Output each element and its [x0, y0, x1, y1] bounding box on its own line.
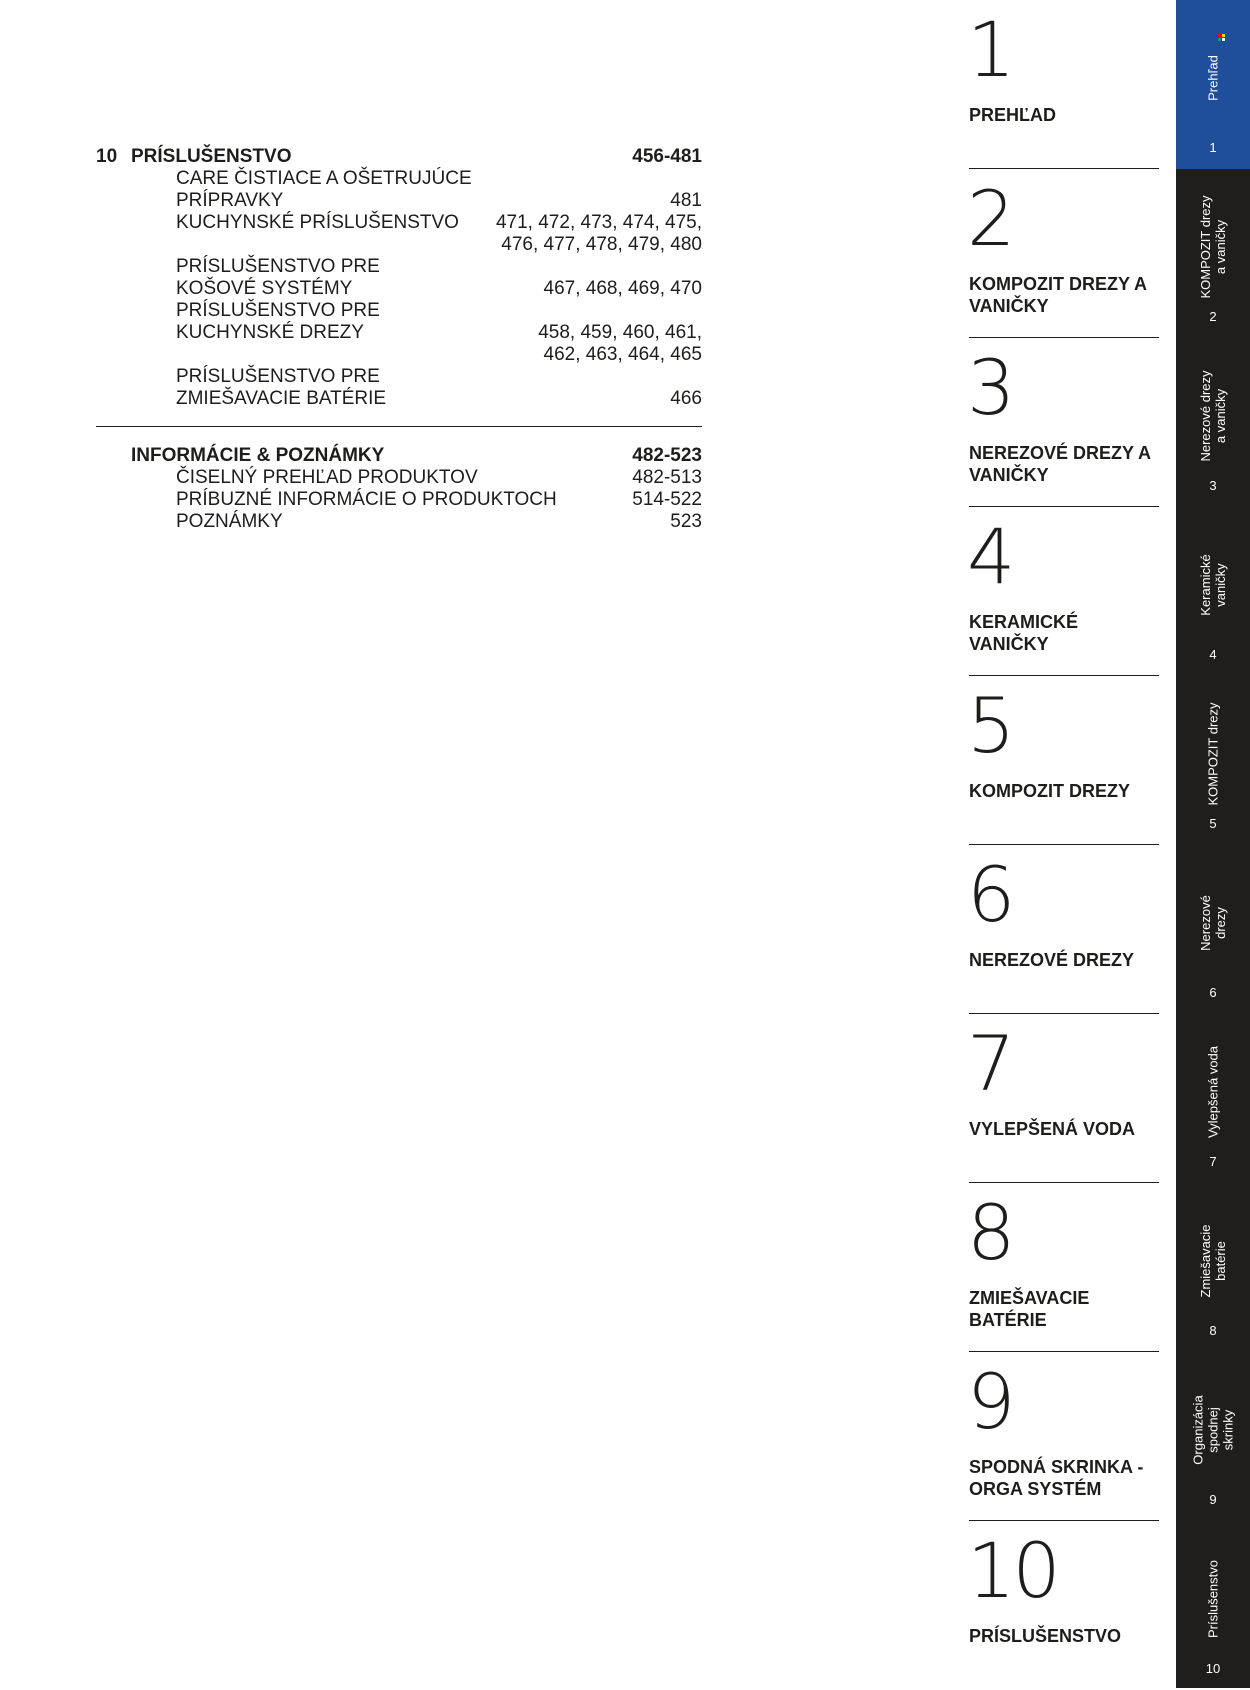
- toc-item-pages: 523: [670, 511, 702, 532]
- section-tabs: [1176, 0, 1250, 1688]
- tab-number: 4: [1209, 647, 1217, 662]
- tab-number: 6: [1209, 985, 1217, 1000]
- toc-item-label: ZMIEŠAVACIE BATÉRIE: [176, 388, 387, 409]
- section-tab-1[interactable]: [1176, 0, 1250, 169]
- toc-item-pages: 481: [670, 190, 702, 211]
- toc-item-row[interactable]: [96, 168, 702, 190]
- tab-label: KOMPOZIT drezy: [1205, 702, 1221, 806]
- toc-item-label: POZNÁMKY: [176, 511, 283, 532]
- tab-label: Vylepšená voda: [1205, 1045, 1221, 1139]
- chapter-number: 8: [967, 1188, 1013, 1277]
- toc-item-row[interactable]: [96, 278, 702, 300]
- toc-item-pages: 514-522: [632, 489, 702, 510]
- toc-item-pages: 482-513: [632, 467, 702, 488]
- section-tab-5[interactable]: [1176, 676, 1250, 845]
- tab-label: Nerezové drezy a vaničky: [1198, 370, 1228, 462]
- chapter-name: PRÍSLUŠENSTVO: [969, 1626, 1122, 1646]
- toc-item-label: PRÍPRAVKY: [176, 190, 284, 211]
- toc-chapter-pages: 456-481: [632, 146, 702, 167]
- section-tab-4[interactable]: [1176, 507, 1250, 676]
- chapter-entry-7[interactable]: [969, 1014, 1159, 1183]
- chapter-number: 1: [967, 5, 1013, 94]
- toc-item-row[interactable]: [96, 212, 702, 234]
- toc-item-label: KUCHYNSKÉ DREZY: [176, 322, 364, 343]
- chapter-name: SPODNÁ SKRINKA - ORGA SYSTÉM: [969, 1457, 1144, 1499]
- section-tab-10[interactable]: [1176, 1521, 1250, 1690]
- chapter-number: 9: [967, 1357, 1013, 1446]
- toc-item-label: CARE ČISTIACE A OŠETRUJÚCE: [176, 168, 472, 189]
- toc-item-row[interactable]: [96, 366, 702, 388]
- chapter-name: KOMPOZIT DREZY: [969, 781, 1130, 801]
- toc-item-pages: 476, 477, 478, 479, 480: [501, 234, 702, 255]
- chapter-number: 10: [967, 1526, 1058, 1615]
- toc-item-row[interactable]: [96, 190, 702, 212]
- chapter-name: KERAMICKÉ VANIČKY: [969, 612, 1079, 654]
- chapter-entry-3[interactable]: [969, 338, 1159, 507]
- toc-item-row[interactable]: [96, 300, 702, 322]
- tab-label: Nerezové drezy: [1198, 895, 1228, 951]
- toc-item-label: KUCHYNSKÉ PRÍSLUŠENSTVO: [176, 212, 459, 233]
- toc-info-title: INFORMÁCIE & POZNÁMKY: [131, 445, 385, 466]
- toc-item-label: PRÍBUZNÉ INFORMÁCIE O PRODUKTOCH: [176, 489, 557, 510]
- color-squares-icon: [1218, 34, 1226, 42]
- tab-number: 5: [1209, 816, 1217, 831]
- tab-number: 9: [1209, 1492, 1217, 1507]
- toc-info-items: [96, 467, 702, 533]
- tab-label: Prehľad: [1205, 55, 1221, 101]
- chapter-number: 3: [967, 343, 1013, 432]
- toc-info-row[interactable]: [96, 445, 702, 467]
- chapter-name: PREHĽAD: [969, 105, 1057, 125]
- toc-item-pages: 471, 472, 473, 474, 475,: [495, 212, 702, 233]
- chapter-number: 6: [967, 850, 1013, 939]
- toc-item-pages: 466: [670, 388, 702, 409]
- chapter-number: 7: [967, 1019, 1013, 1108]
- tab-number: 2: [1209, 309, 1217, 324]
- tab-label: Príslušenstvo: [1205, 1559, 1221, 1639]
- toc-divider: [96, 426, 702, 427]
- tab-label: KOMPOZIT drezy a vaničky: [1198, 195, 1228, 299]
- section-tab-2[interactable]: [1176, 169, 1250, 338]
- toc-info-item-row[interactable]: [96, 467, 702, 489]
- chapter-entry-9[interactable]: [969, 1352, 1159, 1521]
- tab-label: Keramické vaničky: [1198, 554, 1228, 616]
- chapter-entry-1[interactable]: [969, 0, 1159, 169]
- chapter-name: NEREZOVÉ DREZY A VANIČKY: [969, 443, 1151, 485]
- toc-item-pages: 467, 468, 469, 470: [543, 278, 702, 299]
- chapter-number: 5: [967, 681, 1013, 770]
- toc-chapter-title: PRÍSLUŠENSTVO: [131, 146, 292, 167]
- toc-item-row[interactable]: [96, 234, 702, 256]
- chapter-entry-2[interactable]: [969, 169, 1159, 338]
- chapter-name: VYLEPŠENÁ VODA: [969, 1119, 1136, 1139]
- toc-item-label: KOŠOVÉ SYSTÉMY: [176, 278, 353, 299]
- chapter-entry-10[interactable]: [969, 1521, 1159, 1690]
- section-tab-7[interactable]: [1176, 1014, 1250, 1183]
- toc-item-row[interactable]: [96, 344, 702, 366]
- chapter-entry-4[interactable]: [969, 507, 1159, 676]
- chapter-name: KOMPOZIT DREZY A VANIČKY: [969, 274, 1147, 316]
- toc-item-row[interactable]: [96, 388, 702, 410]
- toc-chapter-number: 10: [96, 146, 118, 167]
- chapter-entry-6[interactable]: [969, 845, 1159, 1014]
- section-tab-6[interactable]: [1176, 845, 1250, 1014]
- toc-info-item-row[interactable]: [96, 489, 702, 511]
- toc-item-row[interactable]: [96, 322, 702, 344]
- tab-number: 10: [1205, 1661, 1221, 1676]
- tab-number: 8: [1209, 1323, 1217, 1338]
- section-tab-3[interactable]: [1176, 338, 1250, 507]
- toc-item-row[interactable]: [96, 256, 702, 278]
- tab-number: 7: [1209, 1154, 1217, 1169]
- toc-chapter-10-items: [96, 168, 702, 410]
- tab-number: 1: [1209, 140, 1217, 155]
- table-of-contents: [96, 146, 702, 533]
- tab-label: Zmiešavacie batérie: [1198, 1224, 1228, 1298]
- toc-info-item-row[interactable]: [96, 511, 702, 533]
- tab-number: 3: [1209, 478, 1217, 493]
- section-tab-9[interactable]: [1176, 1352, 1250, 1521]
- chapter-entry-5[interactable]: [969, 676, 1159, 845]
- chapter-number: 4: [967, 512, 1013, 601]
- chapter-entry-8[interactable]: [969, 1183, 1159, 1352]
- tab-label: Organizácia spodnej skrinky: [1190, 1395, 1236, 1465]
- toc-info-pages: 482-523: [632, 445, 702, 466]
- toc-chapter-10-row[interactable]: [96, 146, 702, 168]
- toc-item-pages: 462, 463, 464, 465: [543, 344, 702, 365]
- chapter-name: ZMIEŠAVACIE BATÉRIE: [969, 1288, 1090, 1330]
- toc-item-label: ČISELNÝ PREHĽAD PRODUKTOV: [176, 467, 478, 488]
- toc-item-pages: 458, 459, 460, 461,: [538, 322, 702, 343]
- toc-item-label: PRÍSLUŠENSTVO PRE: [176, 300, 380, 321]
- section-tab-8[interactable]: [1176, 1183, 1250, 1352]
- chapter-name: NEREZOVÉ DREZY: [969, 950, 1135, 970]
- chapter-number: 2: [967, 174, 1013, 263]
- toc-item-label: PRÍSLUŠENSTVO PRE: [176, 366, 380, 387]
- toc-item-label: PRÍSLUŠENSTVO PRE: [176, 256, 380, 277]
